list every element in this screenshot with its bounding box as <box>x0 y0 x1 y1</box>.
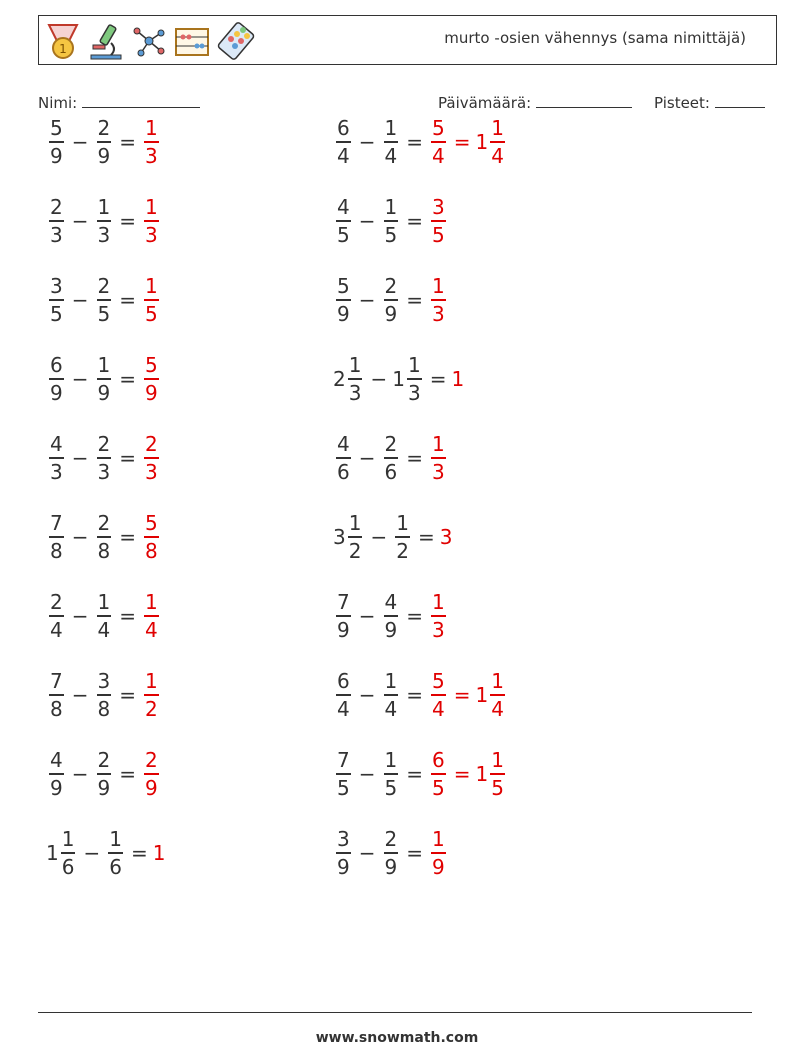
answer-whole: 3 <box>439 525 453 549</box>
subtrahend-fraction <box>384 276 399 324</box>
minuend-whole: 2 <box>333 367 346 391</box>
answer-denominator: 3 <box>145 222 158 247</box>
minuend-numerator: 2 <box>50 195 63 220</box>
minuend-denominator: 9 <box>337 854 350 879</box>
subtrahend-fraction <box>384 118 399 166</box>
subtrahend-numerator: 3 <box>97 669 111 694</box>
answer-numerator: 2 <box>145 748 158 773</box>
equals-sign: = <box>119 130 136 154</box>
minuend-fraction <box>336 829 351 877</box>
mixed-answer-numerator: 1 <box>491 748 504 773</box>
answer-denominator: 3 <box>432 617 445 642</box>
minuend-numerator: 4 <box>50 432 63 457</box>
problem-item <box>46 109 162 175</box>
minuend-denominator: 4 <box>337 696 350 721</box>
minuend-fraction <box>336 671 351 719</box>
subtrahend-numerator: 2 <box>384 432 398 457</box>
minuend-fraction <box>336 434 351 482</box>
minuend-denominator: 8 <box>50 538 63 563</box>
minus-sign: − <box>71 446 89 470</box>
minuend-denominator: 9 <box>50 775 63 800</box>
minuend-fraction <box>49 276 64 324</box>
minuend-fraction <box>49 513 64 561</box>
subtrahend-fraction <box>97 197 112 245</box>
subtrahend-numerator: 1 <box>97 590 111 615</box>
equals-sign: = <box>406 683 423 707</box>
answer-fraction <box>144 671 159 719</box>
answer-numerator: 5 <box>145 353 158 378</box>
worksheet-title: murto -osien vähennys (sama nimittäjä) <box>444 29 746 47</box>
minus-sign: − <box>71 525 89 549</box>
minuend-numerator: 1 <box>348 511 362 536</box>
answer-numerator: 2 <box>145 432 158 457</box>
minuend-denominator: 9 <box>50 143 63 168</box>
date-label: Päivämäärä: <box>438 94 532 112</box>
equals-sign: = <box>429 367 447 391</box>
subtrahend-fraction <box>384 750 399 798</box>
mixed-answer-denominator: 4 <box>491 143 504 168</box>
problem-item <box>333 504 451 570</box>
minuend-numerator: 7 <box>337 590 350 615</box>
subtrahend-denominator: 6 <box>109 854 122 879</box>
answer-fraction <box>431 592 446 640</box>
answer-denominator: 4 <box>432 696 445 721</box>
subtrahend-fraction <box>384 197 399 245</box>
minuend-fraction <box>49 118 64 166</box>
answer <box>428 750 508 798</box>
footer-url: www.snowmath.com <box>315 1030 479 1046</box>
minus-sign: − <box>358 209 376 233</box>
minus-sign: − <box>71 367 89 391</box>
problem-item <box>333 820 449 886</box>
mixed-answer-denominator: 4 <box>491 696 504 721</box>
answer-numerator: 3 <box>432 195 445 220</box>
equals-sign: = <box>119 209 136 233</box>
score-field <box>654 93 765 112</box>
answer-denominator: 4 <box>432 143 445 168</box>
name-blank[interactable] <box>82 93 200 108</box>
answer-numerator: 1 <box>145 116 158 141</box>
subtrahend-numerator: 2 <box>97 274 111 299</box>
subtrahend-denominator: 9 <box>97 143 111 168</box>
answer-numerator: 5 <box>145 511 158 536</box>
subtrahend-numerator: 1 <box>396 511 409 536</box>
minuend-numerator: 5 <box>337 274 350 299</box>
microscope-icon <box>87 21 125 61</box>
subtrahend-denominator: 5 <box>384 775 398 800</box>
minuend-denominator: 3 <box>50 222 63 247</box>
mixed-answer-numerator: 1 <box>491 116 504 141</box>
minus-sign: − <box>71 209 89 233</box>
answer-fraction <box>431 118 446 166</box>
equals-sign: = <box>453 683 471 707</box>
answer-numerator: 5 <box>432 116 445 141</box>
answer <box>141 276 162 324</box>
minuend-numerator: 2 <box>50 590 63 615</box>
minuend-fraction <box>49 355 64 403</box>
answer-fraction <box>144 355 159 403</box>
answer-whole: 1 <box>152 841 166 865</box>
mixed-answer-whole: 1 <box>475 683 489 707</box>
minus-sign: − <box>358 288 376 312</box>
minuend-denominator: 9 <box>337 301 350 326</box>
subtrahend-denominator: 4 <box>384 143 398 168</box>
subtrahend-denominator: 8 <box>97 538 111 563</box>
score-label: Pisteet: <box>654 94 710 112</box>
answer <box>141 750 162 798</box>
answer-fraction <box>144 513 159 561</box>
answer-denominator: 3 <box>432 459 445 484</box>
answer <box>440 525 452 549</box>
answer <box>428 434 449 482</box>
minuend-denominator: 9 <box>50 380 63 405</box>
subtrahend-fraction <box>97 513 112 561</box>
answer-numerator: 5 <box>432 669 445 694</box>
subtrahend-numerator: 1 <box>97 195 111 220</box>
equals-sign: = <box>406 762 423 786</box>
equals-sign: = <box>119 446 136 470</box>
answer-numerator: 1 <box>432 432 445 457</box>
answer-fraction <box>431 276 446 324</box>
problem-item <box>46 504 162 570</box>
answer-denominator: 9 <box>432 854 445 879</box>
equals-sign: = <box>406 841 423 865</box>
minus-sign: − <box>358 446 376 470</box>
equals-sign: = <box>119 683 136 707</box>
minuend-denominator: 8 <box>50 696 63 721</box>
answer-numerator: 6 <box>432 748 445 773</box>
answer <box>428 118 508 166</box>
minuend-fraction <box>49 750 64 798</box>
answer <box>451 367 463 391</box>
minuend-denominator: 5 <box>337 222 350 247</box>
subtrahend-denominator: 9 <box>97 380 111 405</box>
answer-fraction <box>144 276 159 324</box>
problem-item <box>333 109 508 175</box>
worksheet-header <box>38 15 777 65</box>
date-blank[interactable] <box>536 93 632 108</box>
equals-sign: = <box>119 525 136 549</box>
answer-denominator: 4 <box>145 617 158 642</box>
minuend-numerator: 3 <box>50 274 63 299</box>
problem-item <box>46 583 162 649</box>
equals-sign: = <box>406 446 423 470</box>
subtrahend-numerator: 1 <box>384 748 398 773</box>
equals-sign: = <box>406 209 423 233</box>
answer-fraction <box>144 592 159 640</box>
minuend-whole: 1 <box>46 841 59 865</box>
problem-item <box>46 267 162 333</box>
svg-text:1: 1 <box>59 42 67 56</box>
minuend-numerator: 1 <box>61 827 75 852</box>
answer <box>141 355 162 403</box>
answer <box>141 434 162 482</box>
problem-item <box>333 662 508 728</box>
subtrahend-denominator: 9 <box>384 854 398 879</box>
answer <box>141 592 162 640</box>
answer <box>141 197 162 245</box>
minuend-numerator: 4 <box>50 748 63 773</box>
answer-fraction <box>144 118 159 166</box>
answer-numerator: 1 <box>145 590 158 615</box>
minuend-fraction <box>61 829 76 877</box>
abacus-icon <box>173 21 211 61</box>
minuend-fraction <box>336 750 351 798</box>
minus-sign: − <box>71 288 89 312</box>
subtrahend-denominator: 5 <box>97 301 111 326</box>
subtrahend-fraction <box>97 355 112 403</box>
minuend-denominator: 9 <box>337 617 350 642</box>
subtrahend-fraction <box>97 592 112 640</box>
answer-denominator: 2 <box>145 696 158 721</box>
subtrahend-denominator: 5 <box>384 222 398 247</box>
minus-sign: − <box>83 841 101 865</box>
equals-sign: = <box>406 604 423 628</box>
answer-fraction <box>144 750 159 798</box>
subtrahend-fraction <box>407 355 422 403</box>
score-blank[interactable] <box>715 93 765 108</box>
minus-sign: − <box>71 683 89 707</box>
equals-sign: = <box>406 288 423 312</box>
subtrahend-numerator: 2 <box>97 511 111 536</box>
minuend-fraction <box>336 197 351 245</box>
answer-denominator: 3 <box>145 143 158 168</box>
subtrahend-numerator: 1 <box>384 669 398 694</box>
answer <box>141 118 162 166</box>
problem-item <box>46 662 162 728</box>
answer <box>141 513 162 561</box>
minus-sign: − <box>370 525 388 549</box>
answer-whole: 1 <box>451 367 465 391</box>
answer-denominator: 8 <box>145 538 158 563</box>
minus-sign: − <box>358 762 376 786</box>
answer-numerator: 1 <box>145 669 158 694</box>
subtrahend-denominator: 4 <box>384 696 398 721</box>
subtrahend-denominator: 3 <box>407 380 421 405</box>
answer-denominator: 5 <box>432 222 445 247</box>
problem-item <box>333 188 449 254</box>
answer-numerator: 1 <box>432 274 445 299</box>
equals-sign: = <box>453 130 471 154</box>
minuend-denominator: 4 <box>337 143 350 168</box>
answer-fraction <box>144 434 159 482</box>
answer-fraction <box>431 750 446 798</box>
problem-item <box>333 267 449 333</box>
medal-icon <box>45 21 81 61</box>
subtrahend-numerator: 1 <box>109 827 122 852</box>
subtrahend-fraction <box>97 434 112 482</box>
minus-sign: − <box>71 604 89 628</box>
answer <box>428 197 449 245</box>
equals-sign: = <box>130 841 148 865</box>
subtrahend-denominator: 9 <box>97 775 111 800</box>
subtrahend-fraction <box>384 671 399 719</box>
answer-numerator: 1 <box>432 827 445 852</box>
minuend-numerator: 5 <box>50 116 63 141</box>
header-icons <box>45 20 257 62</box>
answer-fraction <box>431 671 446 719</box>
equals-sign: = <box>417 525 435 549</box>
subtrahend-numerator: 1 <box>384 195 398 220</box>
subtrahend-fraction <box>384 434 399 482</box>
minuend-fraction <box>49 592 64 640</box>
minuend-fraction <box>49 671 64 719</box>
problem-item <box>46 425 162 491</box>
minuend-numerator: 6 <box>337 669 350 694</box>
answer-denominator: 9 <box>145 775 158 800</box>
problem-item <box>333 741 508 807</box>
problem-item <box>333 425 449 491</box>
problem-item <box>46 346 162 412</box>
minuend-denominator: 2 <box>348 538 362 563</box>
mixed-answer-whole: 1 <box>475 762 489 786</box>
answer-fraction <box>431 197 446 245</box>
subtrahend-denominator: 9 <box>384 301 398 326</box>
answer-numerator: 1 <box>432 590 445 615</box>
minuend-numerator: 4 <box>337 195 350 220</box>
answer-fraction <box>431 829 446 877</box>
subtrahend-denominator: 9 <box>384 617 398 642</box>
minuend-numerator: 1 <box>348 353 362 378</box>
subtrahend-denominator: 4 <box>97 617 111 642</box>
answer <box>428 829 449 877</box>
mixed-answer-fraction <box>490 750 505 798</box>
subtrahend-fraction <box>97 750 112 798</box>
problem-item <box>333 583 449 649</box>
minuend-fraction <box>49 197 64 245</box>
subtrahend-numerator: 2 <box>97 748 111 773</box>
subtrahend-numerator: 2 <box>384 827 398 852</box>
minus-sign: − <box>358 841 376 865</box>
answer-denominator: 3 <box>432 301 445 326</box>
minus-sign: − <box>71 130 89 154</box>
minuend-numerator: 4 <box>337 432 350 457</box>
minuend-numerator: 7 <box>337 748 350 773</box>
subtrahend-numerator: 1 <box>97 353 111 378</box>
subtrahend-numerator: 1 <box>384 116 398 141</box>
minuend-denominator: 3 <box>50 459 63 484</box>
minuend-numerator: 7 <box>50 511 63 536</box>
subtrahend-numerator: 2 <box>97 116 111 141</box>
answer <box>141 671 162 719</box>
subtrahend-numerator: 2 <box>97 432 111 457</box>
subtrahend-fraction <box>108 829 123 877</box>
answer-denominator: 5 <box>145 301 158 326</box>
mixed-answer-denominator: 5 <box>491 775 504 800</box>
subtrahend-denominator: 3 <box>97 222 111 247</box>
subtrahend-whole: 1 <box>392 367 405 391</box>
equals-sign: = <box>119 367 136 391</box>
minus-sign: − <box>358 130 376 154</box>
answer <box>428 592 449 640</box>
minuend-fraction <box>348 513 363 561</box>
equals-sign: = <box>453 762 471 786</box>
answer <box>428 276 449 324</box>
minuend-whole: 3 <box>333 525 346 549</box>
minus-sign: − <box>358 604 376 628</box>
mixed-answer-fraction <box>490 118 505 166</box>
minuend-fraction <box>336 276 351 324</box>
problem-item <box>46 188 162 254</box>
subtrahend-fraction <box>395 513 410 561</box>
mixed-answer-whole: 1 <box>475 130 489 154</box>
problem-item <box>46 741 162 807</box>
subtrahend-denominator: 6 <box>384 459 398 484</box>
problem-item <box>46 820 164 886</box>
minuend-fraction <box>348 355 363 403</box>
minuend-fraction <box>49 434 64 482</box>
answer-denominator: 9 <box>145 380 158 405</box>
mixed-answer-numerator: 1 <box>491 669 504 694</box>
answer <box>153 841 165 865</box>
subtrahend-numerator: 4 <box>384 590 398 615</box>
answer-denominator: 5 <box>432 775 445 800</box>
mixed-answer-fraction <box>490 671 505 719</box>
minuend-numerator: 6 <box>50 353 63 378</box>
minus-sign: − <box>370 367 388 391</box>
subtrahend-fraction <box>97 671 112 719</box>
minuend-denominator: 6 <box>61 854 75 879</box>
subtrahend-numerator: 1 <box>407 353 421 378</box>
pill-pack-icon <box>217 21 257 61</box>
answer-numerator: 1 <box>145 274 158 299</box>
minuend-denominator: 5 <box>50 301 63 326</box>
name-label: Nimi: <box>38 94 78 112</box>
minuend-numerator: 7 <box>50 669 63 694</box>
subtrahend-numerator: 2 <box>384 274 398 299</box>
minuend-denominator: 5 <box>337 775 350 800</box>
minuend-fraction <box>336 592 351 640</box>
minus-sign: − <box>358 683 376 707</box>
equals-sign: = <box>119 762 136 786</box>
answer-denominator: 3 <box>145 459 158 484</box>
equals-sign: = <box>406 130 423 154</box>
minuend-denominator: 4 <box>50 617 63 642</box>
answer-numerator: 1 <box>145 195 158 220</box>
minuend-numerator: 3 <box>337 827 350 852</box>
answer <box>428 671 508 719</box>
minus-sign: − <box>71 762 89 786</box>
subtrahend-denominator: 2 <box>396 538 409 563</box>
subtrahend-fraction <box>384 592 399 640</box>
answer-fraction <box>431 434 446 482</box>
minuend-numerator: 6 <box>337 116 350 141</box>
minuend-fraction <box>336 118 351 166</box>
subtrahend-denominator: 3 <box>97 459 111 484</box>
subtrahend-fraction <box>384 829 399 877</box>
answer-fraction <box>144 197 159 245</box>
minuend-denominator: 6 <box>337 459 350 484</box>
equals-sign: = <box>119 288 136 312</box>
molecule-icon <box>131 21 167 61</box>
subtrahend-fraction <box>97 118 112 166</box>
subtrahend-fraction <box>97 276 112 324</box>
footer-divider <box>38 1012 752 1013</box>
problem-item <box>333 346 463 412</box>
subtrahend-denominator: 8 <box>97 696 111 721</box>
minuend-denominator: 3 <box>348 380 362 405</box>
equals-sign: = <box>119 604 136 628</box>
